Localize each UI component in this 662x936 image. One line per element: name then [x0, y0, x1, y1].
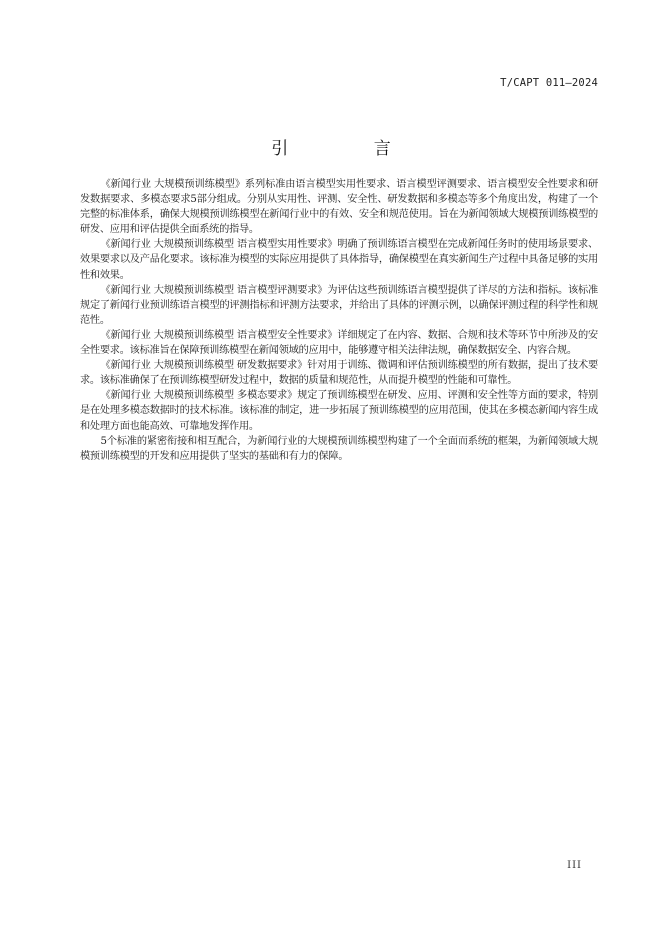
paragraph-security: 《新闻行业 大规模预训练模型 语言模型安全性要求》详细规定了在内容、数据、合规和技术等环节中所涉及的安全性要求。该标准旨在保障预训练模型在新闻领域的应用中，能够遵守相关法律法规，确保数据安全、内容合规。	[80, 329, 598, 357]
standard-code: T/CAPT 011—2024	[500, 77, 598, 89]
paragraph-conclusion: 5个标准的紧密衔接和相互配合，为新闻行业的大规模预训练模型构建了一个全面而系统的框架，为新闻领域大规模预训练模型的开发和应用提供了坚实的基础和有力的保障。	[80, 435, 598, 462]
paragraph-practicality: 《新闻行业 大规模预训练模型 语言模型实用性要求》明确了预训练语言模型在完成新闻任务时的使用场景要求、效果要求以及产品化要求。该标准为模型的实际应用提供了具体指导，确保模型在真实新闻生产过程中具备足够的实用性和效果。	[80, 239, 598, 281]
paragraph-evaluation: 《新闻行业 大规模预训练模型 语言模型评测要求》为评估这些预训练语言模型提供了详尽的方法和指标。该标准规定了新闻行业预训练语言模型的评测指标和评测方法要求，并给出了具体的评测示例，以确保评测过程的科学性和规范性。	[80, 284, 598, 326]
page-number: III	[567, 860, 582, 871]
page-title: 引 言	[271, 139, 431, 159]
paragraph-multimodal: 《新闻行业 大规模预训练模型 多模态要求》规定了预训练模型在研发、应用、评测和安全性等方面的要求，特别是在处理多模态数据时的技术标准。该标准的制定，进一步拓展了预训练模型的应用范围，使其在多模态新闻内容生成和处理方面也能高效、可靠地发挥作用。	[80, 390, 598, 432]
introduction-body	[80, 177, 598, 464]
paragraph-research-data: 《新闻行业 大规模预训练模型 研发数据要求》针对用于训练、微调和评估预训练模型的所有数据，提出了技术要求。该标准确保了在预训练模型研发过程中，数据的质量和规范性，从而提升模型的性能和可靠性。	[80, 360, 598, 387]
paragraph-series-overview: 《新闻行业 大规模预训练模型》系列标准由语言模型实用性要求、语言模型评测要求、语言模型安全性要求和研发数据要求、多模态要求5部分组成。分别从实用性、评测、安全性、研发数据和多模态等多个角度出发，构建了一个完整的标准体系，确保大规模预训练模型在新闻行业中的有效、安全和规范使用。旨在为新闻领域大规模预训练模型的研发、应用和评估提供全面系统的指导。	[80, 179, 598, 236]
